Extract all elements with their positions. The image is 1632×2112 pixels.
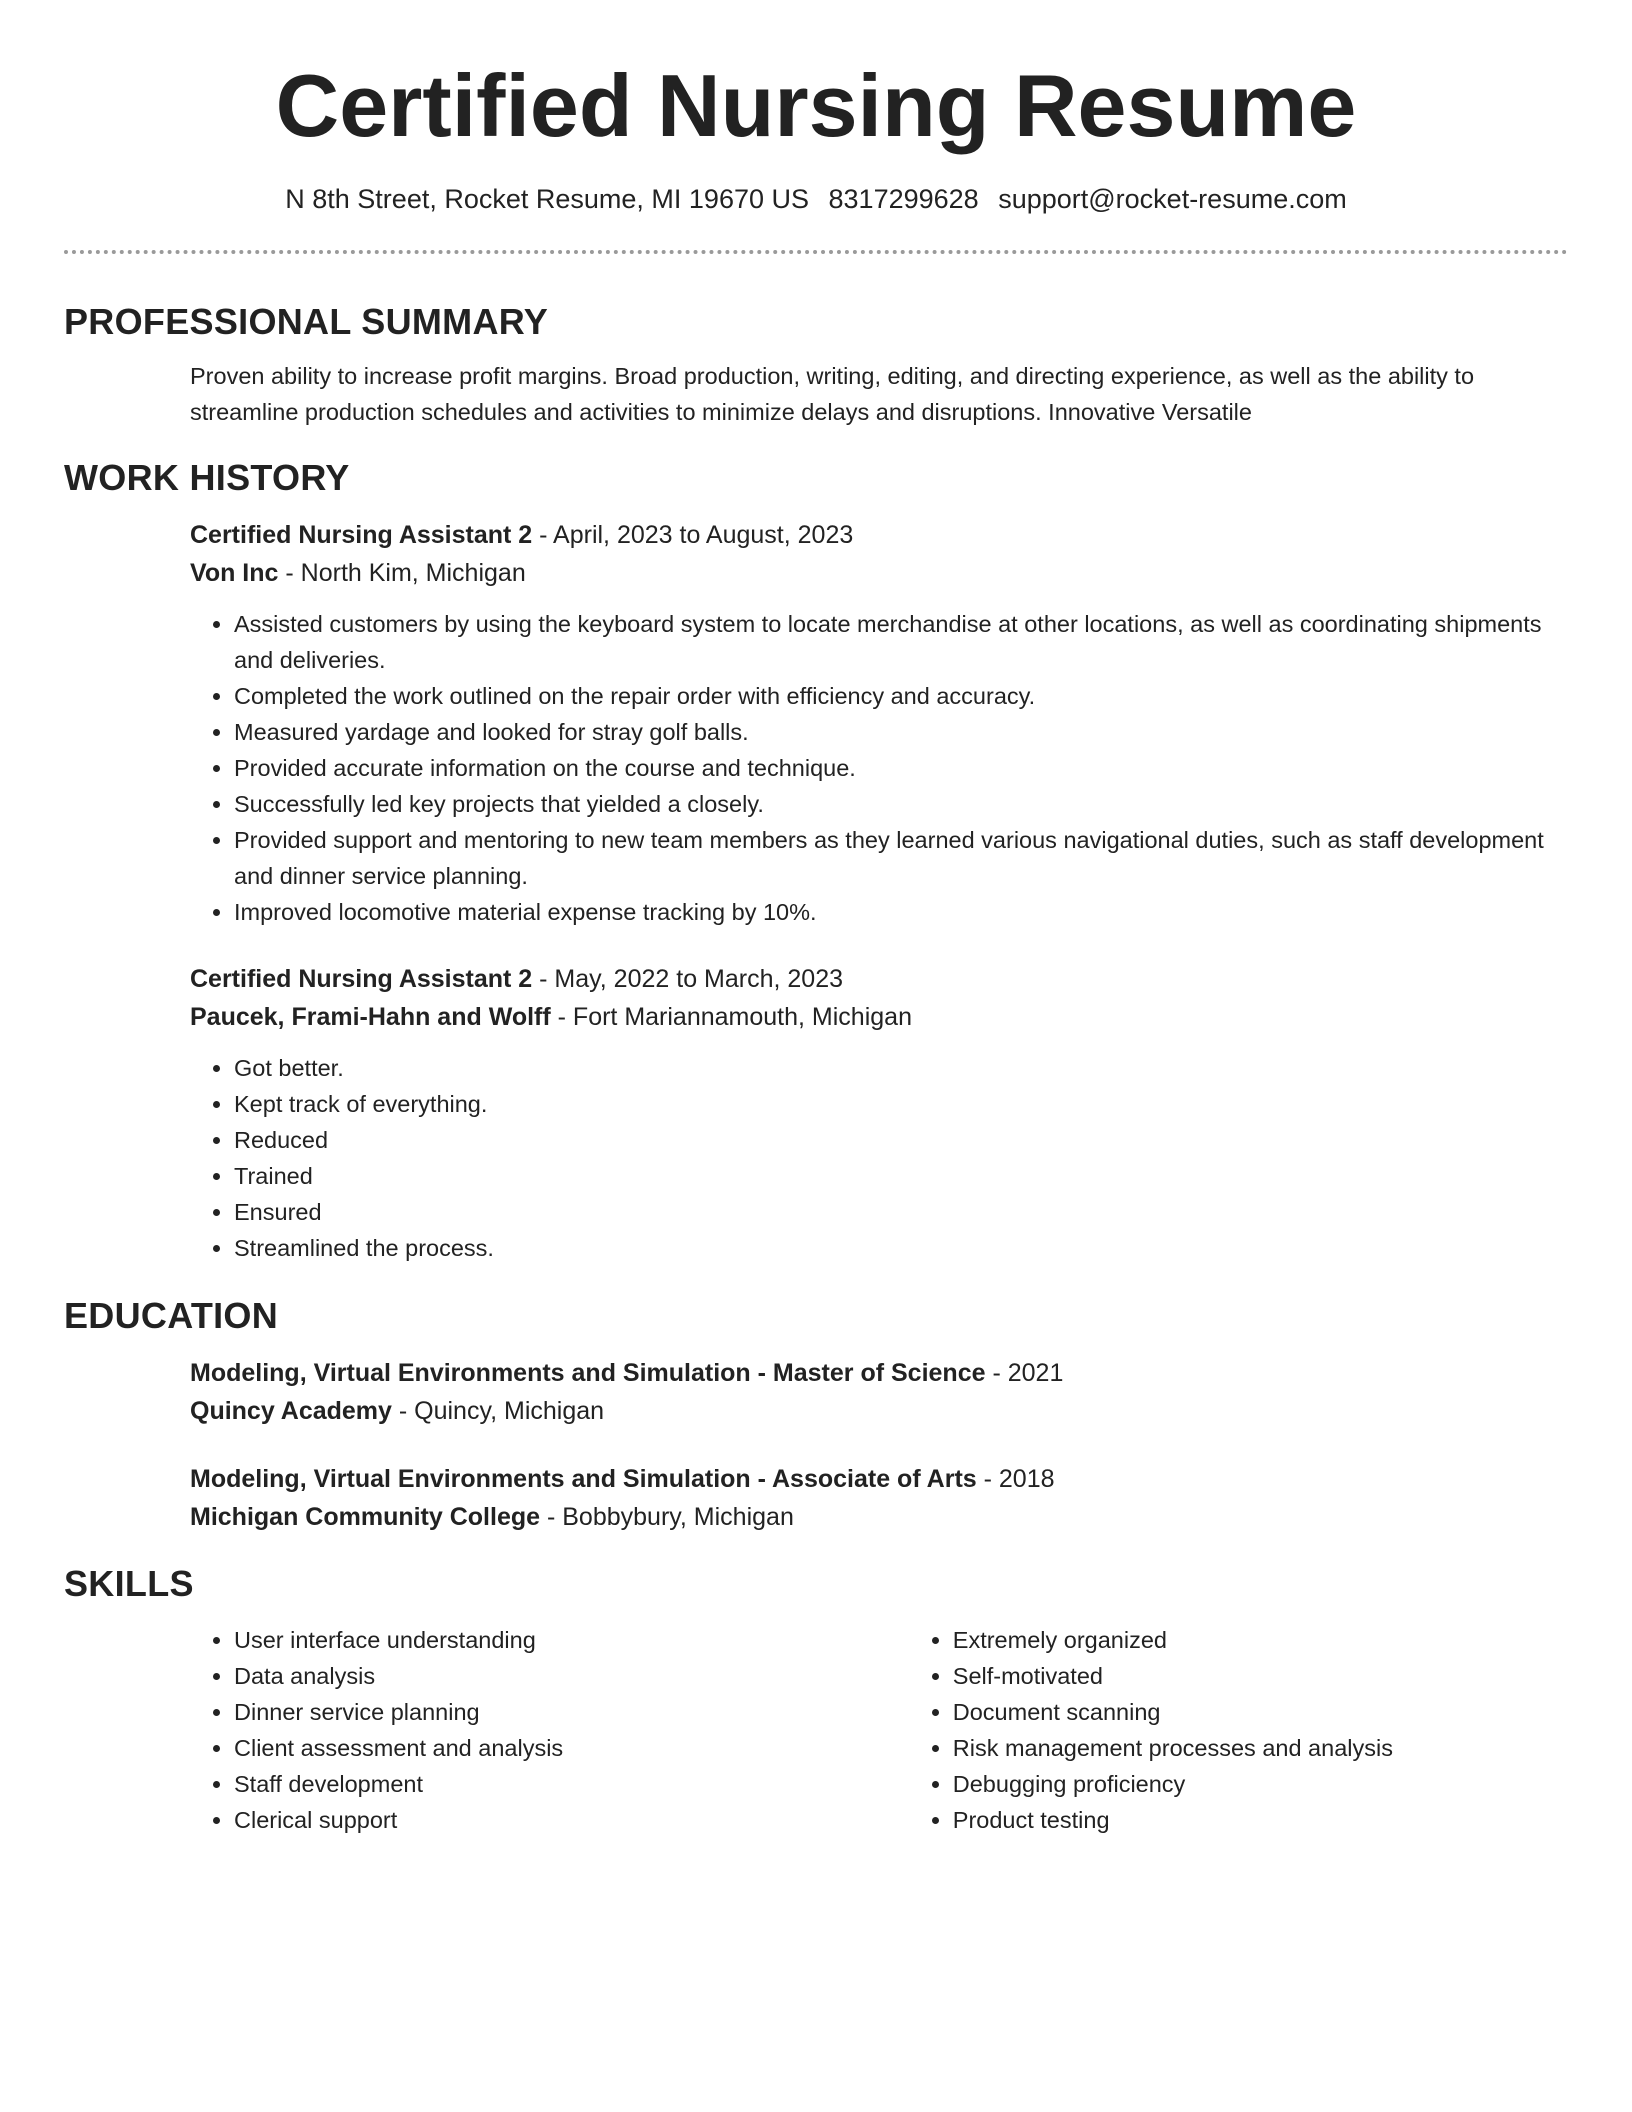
skill-item: • Risk management processes and analysis xyxy=(953,1730,1568,1766)
job-dates: - May, 2022 to March, 2023 xyxy=(532,965,844,993)
skill-item: • Product testing xyxy=(953,1802,1568,1838)
skills-section-title: SKILLS xyxy=(64,1563,194,1604)
education-entry xyxy=(190,1460,1568,1536)
skill-item: • Client assessment and analysis xyxy=(234,1730,909,1766)
job-location: - North Kim, Michigan xyxy=(278,559,526,587)
job-company: Von Inc xyxy=(190,559,279,587)
skills-column-left xyxy=(190,1622,909,1838)
summary-section xyxy=(64,358,1568,430)
job-bullets xyxy=(190,606,1568,930)
skill-item: • User interface understanding xyxy=(234,1622,909,1658)
job-location: - Fort Mariannamouth, Michigan xyxy=(550,1003,912,1031)
contact-phone: 8317299628 xyxy=(828,184,979,214)
job-entry xyxy=(190,516,1568,930)
education-location: - Bobbybury, Michigan xyxy=(540,1503,794,1531)
resume-header xyxy=(64,0,1568,216)
education-degree-line xyxy=(190,1460,1568,1498)
education-school-line xyxy=(190,1392,1568,1430)
contact-address: N 8th Street, Rocket Resume, MI 19670 US xyxy=(285,184,809,214)
education-year: - 2021 xyxy=(985,1359,1064,1387)
education-school: Quincy Academy xyxy=(190,1397,392,1425)
job-bullet: • Measured yardage and looked for stray golf balls. xyxy=(234,714,1568,750)
skill-item: • Staff development xyxy=(234,1766,909,1802)
education-degree: Modeling, Virtual Environments and Simulation - Master of Science xyxy=(190,1359,986,1387)
job-bullet: • Trained xyxy=(234,1158,1568,1194)
skill-item: • Clerical support xyxy=(234,1802,909,1838)
education-school: Michigan Community College xyxy=(190,1503,541,1531)
job-bullets xyxy=(190,1050,1568,1266)
skill-item: • Data analysis xyxy=(234,1658,909,1694)
skill-item: • Self-motivated xyxy=(953,1658,1568,1694)
job-role: Certified Nursing Assistant 2 xyxy=(190,965,533,993)
job-title-line xyxy=(190,960,1568,998)
education-degree: Modeling, Virtual Environments and Simulation - Associate of Arts xyxy=(190,1465,977,1493)
education-entry xyxy=(190,1354,1568,1430)
summary-text: Proven ability to increase profit margins. Broad production, writing, editing, and directing experience, as well as the ability to streamline production schedules and activities to minimize delays and disruptions. Innovative Versatile xyxy=(190,363,1475,425)
job-bullet: • Streamlined the process. xyxy=(234,1230,1568,1266)
skill-item: • Extremely organized xyxy=(953,1622,1568,1658)
skill-item: • Document scanning xyxy=(953,1694,1568,1730)
resume-title: Certified Nursing Resume xyxy=(275,56,1357,155)
job-company-line xyxy=(190,554,1568,592)
education-section-title: EDUCATION xyxy=(64,1295,279,1336)
job-role: Certified Nursing Assistant 2 xyxy=(190,521,533,549)
header-divider xyxy=(64,250,1568,254)
contact-line xyxy=(64,182,1568,216)
job-bullet: • Kept track of everything. xyxy=(234,1086,1568,1122)
education-year: - 2018 xyxy=(976,1465,1055,1493)
job-bullet: • Got better. xyxy=(234,1050,1568,1086)
skill-item: • Debugging proficiency xyxy=(953,1766,1568,1802)
education-section xyxy=(64,1354,1568,1536)
job-dates: - April, 2023 to August, 2023 xyxy=(532,521,854,549)
job-bullet: • Improved locomotive material expense tracking by 10%. xyxy=(234,894,1568,930)
job-bullet: • Assisted customers by using the keyboard system to locate merchandise at other locations, as well as coordinating shipments and deliveries. xyxy=(234,606,1568,678)
education-school-line xyxy=(190,1498,1568,1536)
job-bullet: • Ensured xyxy=(234,1194,1568,1230)
job-entry xyxy=(190,960,1568,1266)
skill-item: • Dinner service planning xyxy=(234,1694,909,1730)
education-location: - Quincy, Michigan xyxy=(391,1397,605,1425)
job-bullet: • Completed the work outlined on the repair order with efficiency and accuracy. xyxy=(234,678,1568,714)
skills-grid xyxy=(190,1622,1568,1838)
job-bullet: • Provided support and mentoring to new team members as they learned various navigational duties, such as staff development and dinner service planning. xyxy=(234,822,1568,894)
job-company: Paucek, Frami-Hahn and Wolff xyxy=(190,1003,551,1031)
contact-email: support@rocket-resume.com xyxy=(998,184,1347,214)
work-section xyxy=(64,516,1568,1266)
job-bullet: • Successfully led key projects that yielded a closely. xyxy=(234,786,1568,822)
job-company-line xyxy=(190,998,1568,1036)
job-bullet: • Reduced xyxy=(234,1122,1568,1158)
education-degree-line xyxy=(190,1354,1568,1392)
work-section-title: WORK HISTORY xyxy=(64,457,350,498)
skills-section xyxy=(64,1622,1568,1838)
job-bullet: • Provided accurate information on the course and technique. xyxy=(234,750,1568,786)
summary-section-title: PROFESSIONAL SUMMARY xyxy=(64,301,549,342)
skills-column-right xyxy=(909,1622,1568,1838)
job-title-line xyxy=(190,516,1568,554)
